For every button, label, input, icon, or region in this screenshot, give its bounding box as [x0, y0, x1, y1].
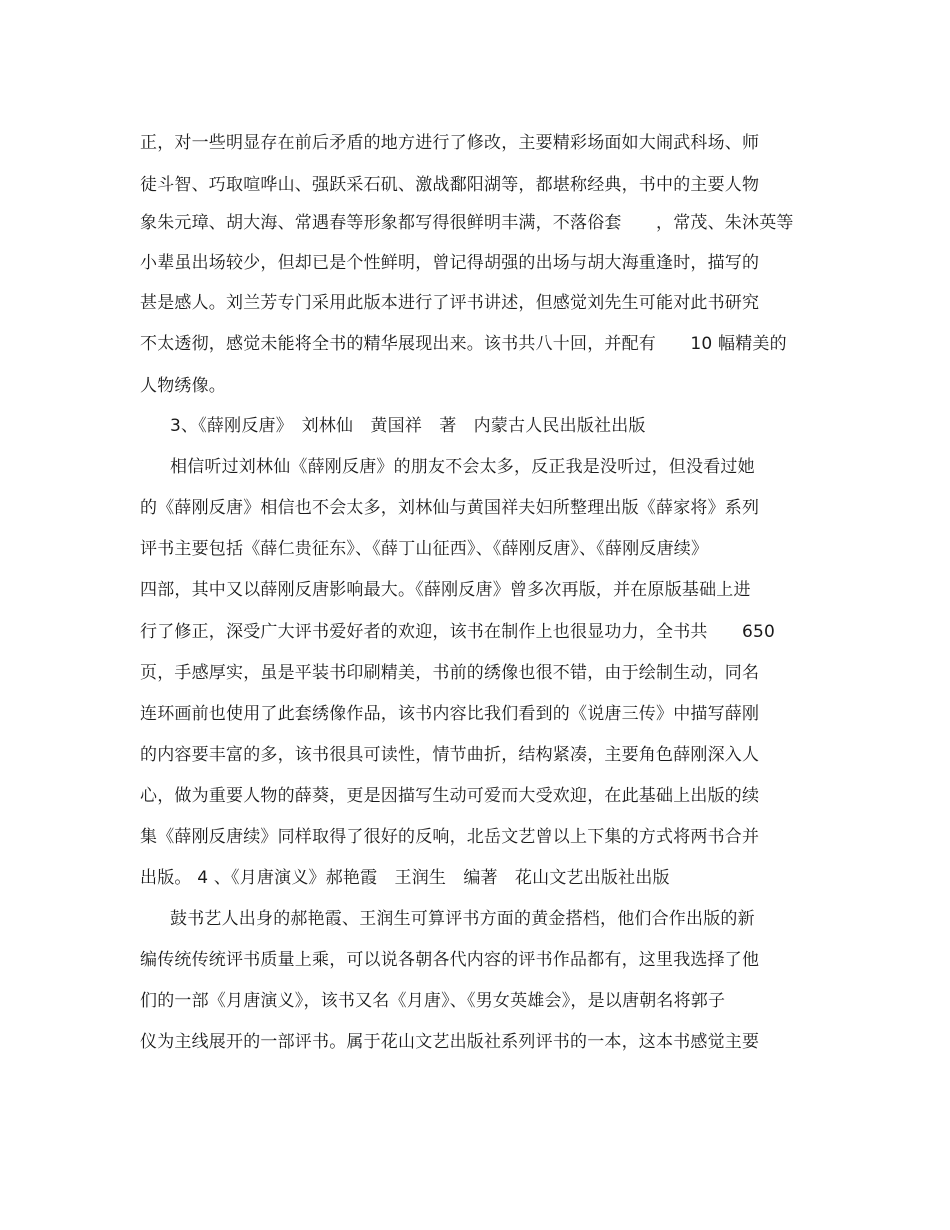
text-line: 仪为主线展开的一部评书。属于花山文艺出版社系列评书的一本，这本书感觉主要 [140, 1032, 760, 1052]
text-line: 甚是感人。刘兰芳专门采用此版本进行了评书讲述，但感觉刘先生可能对此书研究 [140, 293, 760, 313]
section-heading: 3、《薛刚反唐》 刘林仙 黄国祥 著 内蒙古人民出版社出版 [170, 416, 646, 436]
text-line: 徒斗智、巧取喧哗山、强跃采石矶、激战鄱阳湖等，都堪称经典，书中的主要人物 [140, 175, 760, 195]
text-line: 鼓书艺人出身的郝艳霞、王润生可算评书方面的黄金搭档，他们合作出版的新 [170, 909, 755, 929]
text-line: 四部，其中又以薛刚反唐影响最大。《薛刚反唐》曾多次再版，并在原版基础上进 [140, 580, 751, 600]
text-line: 集《薛刚反唐续》同样取得了很好的反响，北岳文艺曾以上下集的方式将两书合并 [140, 827, 760, 847]
section-heading: 出版。 4 、《月唐演义》郝艳霞 王润生 编著 花山文艺出版社出版 [140, 868, 670, 888]
text-line: 小辈虽出场较少，但却已是个性鲜明，曾记得胡强的出场与胡大海重逢时，描写的 [140, 253, 760, 273]
text-line: 编传统传统评书质量上乘，可以说各朝各代内容的评书作品都有，这里我选择了他 [140, 950, 760, 970]
text-line: 的《薛刚反唐》相信也不会太多，刘林仙与黄国祥夫妇所整理出版《薛家将》系列 [140, 498, 760, 518]
text-line: 象朱元璋、胡大海、常遇春等形象都写得很鲜明丰满，不落俗套 ，常茂、朱沐英等 [140, 213, 794, 233]
text-line: 相信听过刘林仙《薛刚反唐》的朋友不会太多，反正我是没听过，但没看过她 [170, 457, 755, 477]
text-line: 正，对一些明显存在前后矛盾的地方进行了修改，主要精彩场面如大闹武科场、师 [140, 133, 760, 153]
text-line: 心，做为重要人物的薛葵，更是因描写生动可爱而大受欢迎，在此基础上出版的续 [140, 786, 760, 806]
text-line: 行了修正，深受广大评书爱好者的欢迎，该书在制作上也很显功力，全书共 650 [140, 622, 776, 642]
text-line: 评书主要包括《薛仁贵征东》、《薛丁山征西》、《薛刚反唐》、《薛刚反唐续》 [140, 539, 709, 559]
text-line: 连环画前也使用了此套绣像作品，该书内容比我们看到的《说唐三传》中描写薛刚 [140, 704, 760, 724]
text-line: 的内容要丰富的多，该书很具可读性，情节曲折，结构紧凑，主要角色薛刚深入人 [140, 745, 760, 765]
text-line: 人物绣像。 [140, 376, 226, 396]
text-line: 页，手感厚实，虽是平装书印刷精美，书前的绣像也很不错，由于绘制生动，同名 [140, 663, 760, 683]
text-line: 们的一部《月唐演义》，该书又名《月唐》、《男女英雄会》，是以唐朝名将郭子 [140, 991, 726, 1011]
text-line: 不太透彻，感觉未能将全书的精华展现出来。该书共八十回，并配有 10 幅精美的 [140, 334, 787, 354]
